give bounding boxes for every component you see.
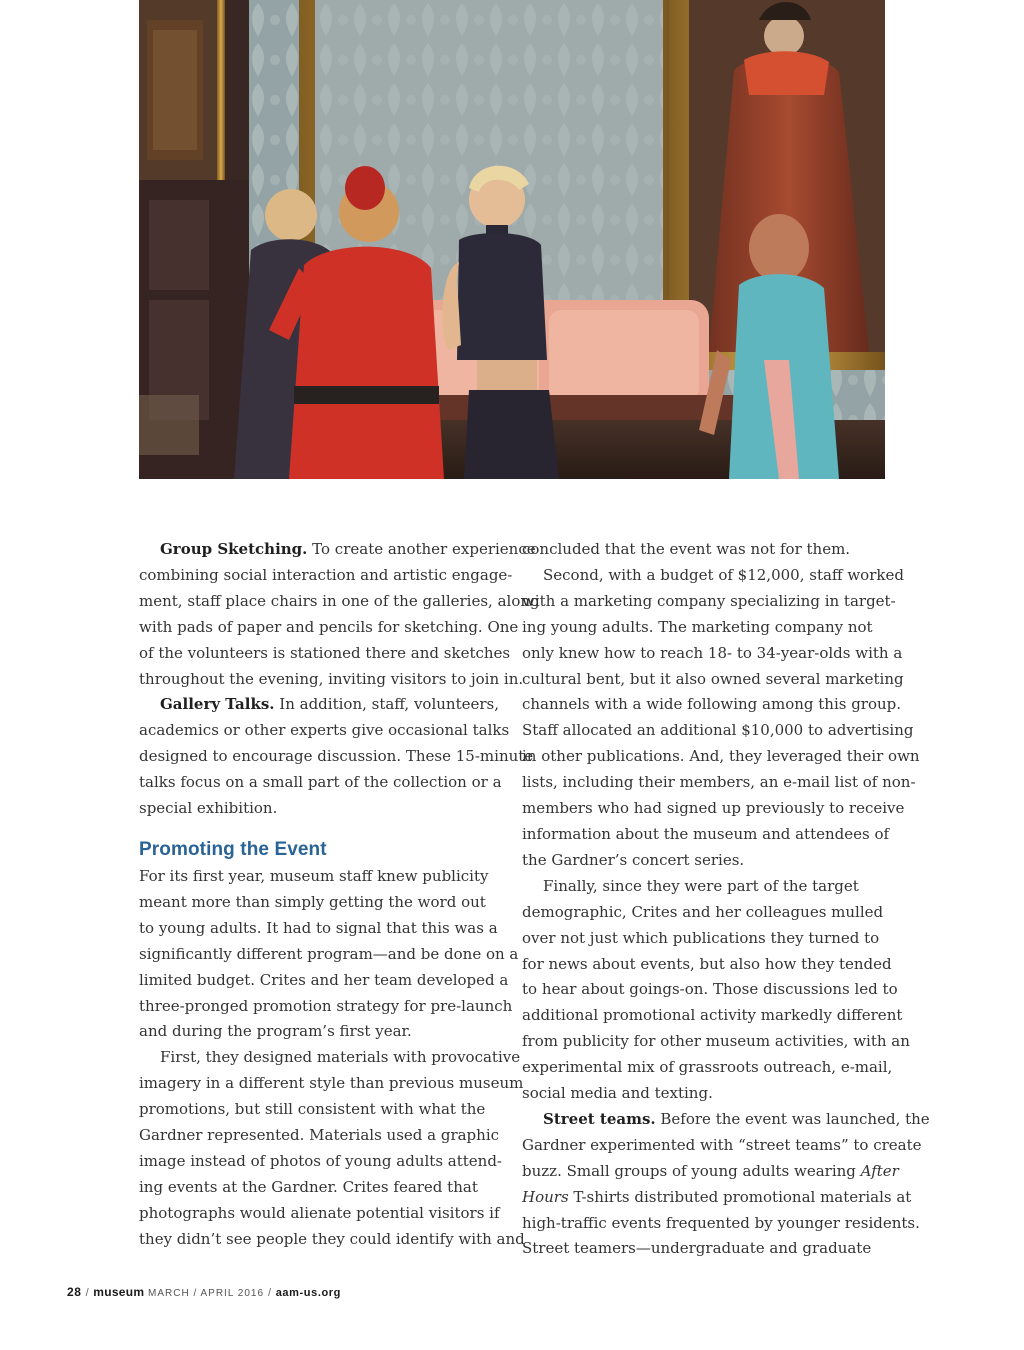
paragraph-continued <box>522 537 886 563</box>
paragraph-group-sketching <box>139 537 540 692</box>
text-line: For its first year, museum staff knew publicity <box>139 866 489 885</box>
text-line: to young adults. It had to signal that this was a <box>139 918 498 937</box>
text-line: cultural bent, but it also owned several marketing <box>522 669 904 688</box>
text-line: with pads of paper and pencils for sketching. One <box>139 617 519 636</box>
text-line: Street teamers—undergraduate and graduate <box>522 1239 872 1258</box>
text-line: only knew how to reach 18- to 34-year-olds with a <box>522 643 903 662</box>
section-heading: Promoting the Event <box>139 838 327 860</box>
issue-date: MARCH / APRIL 2016 <box>148 1288 265 1299</box>
paragraph-gallery-talks <box>139 692 534 822</box>
text-line: ing young adults. The marketing company not <box>522 617 873 636</box>
text-line: with a marketing company specializing in target- <box>522 591 896 610</box>
paragraph-second <box>522 563 920 874</box>
run-in-heading: Gallery Talks. <box>160 695 275 714</box>
text-line: members who had signed up previously to receive <box>522 799 905 818</box>
museum-gallery-photo-icon <box>139 0 885 479</box>
text-line: demographic, Crites and her colleagues mulled <box>522 902 884 921</box>
text-line: ing events at the Gardner. Crites feared that <box>139 1177 478 1196</box>
text-line: they didn’t see people they could identify with and <box>139 1229 525 1248</box>
left-column <box>139 537 540 1253</box>
text-line: Before the event was launched, the <box>655 1109 930 1128</box>
text-line <box>501 1185 912 1211</box>
italic-title: After <box>860 1161 899 1180</box>
right-column <box>522 537 930 1262</box>
text-line: promotions, but still consistent with what the <box>139 1100 486 1119</box>
footer-separator: / <box>268 1287 272 1299</box>
gallery-photo <box>139 0 885 479</box>
text-line: social media and texting. <box>522 1084 713 1103</box>
text-line: significantly different program—and be done on a <box>139 944 519 963</box>
text-line: In addition, staff, volunteers, <box>274 695 500 714</box>
page-footer <box>67 1285 341 1299</box>
text-line: Finally, since they were part of the target <box>543 876 859 895</box>
text-line: three-pronged promotion strategy for pre-launch <box>139 996 513 1015</box>
text-line: additional promotional activity markedly different <box>522 1006 903 1025</box>
text-line: First, they designed materials with provocative <box>160 1048 521 1067</box>
run-in-heading: Street teams. <box>543 1109 656 1128</box>
paragraph-street-teams <box>522 1107 930 1262</box>
text-line: Gardner represented. Materials used a graphic <box>139 1126 500 1145</box>
text-line: high-traffic events frequented by younger residents. <box>522 1213 920 1232</box>
text-line: for news about events, but also how they tended <box>522 954 892 973</box>
text-line: image instead of photos of young adults attend- <box>139 1151 503 1170</box>
paragraph-publicity <box>139 864 519 1045</box>
text-line: academics or other experts give occasional talks <box>139 721 510 740</box>
text-line: throughout the evening, inviting visitors to join in. <box>139 669 524 688</box>
run-in-heading: Group Sketching. <box>160 540 308 558</box>
text-line: from publicity for other museum activities, with an <box>522 1032 910 1051</box>
text-line: ment, staff place chairs in one of the galleries, along <box>139 591 540 610</box>
text-line: Staff allocated an additional $10,000 to advertising <box>522 721 914 740</box>
text-line: talks focus on a small part of the collection or a <box>139 773 502 792</box>
text-line: to hear about goings-on. Those discussions led to <box>522 980 898 999</box>
text-line: over not just which publications they turned to <box>522 928 880 947</box>
text-line: Gardner experimented with “street teams” to create <box>522 1135 922 1154</box>
footer-separator: / <box>85 1287 90 1299</box>
text-fragment: T-shirts distributed promotional materials at <box>568 1187 912 1206</box>
text-line: concluded that the event was not for them. <box>522 540 851 558</box>
paragraph-first <box>139 1045 525 1252</box>
text-line: Second, with a budget of $12,000, staff worked <box>543 565 904 584</box>
text-line: experimental mix of grassroots outreach, e-mail, <box>522 1058 893 1077</box>
text-line: designed to encourage discussion. These 15-minute <box>139 747 534 766</box>
text-line: of the volunteers is stationed there and sketches <box>139 643 511 662</box>
text-line: meant more than simply getting the word out <box>139 892 486 911</box>
text-line: limited budget. Crites and her team developed a <box>139 970 509 989</box>
text-line: and during the program’s first year. <box>139 1022 412 1041</box>
text-line: lists, including their members, an e-mail list of non- <box>522 773 916 792</box>
text-line: combining social interaction and artistic engage- <box>139 565 513 584</box>
text-line: information about the museum and attendees of <box>522 824 890 843</box>
text-line: channels with a wide following among this group. <box>522 695 902 714</box>
text-line: imagery in a different style than previous museum <box>139 1074 524 1093</box>
page-number: 28 <box>67 1285 82 1299</box>
website-link[interactable]: aam-us.org <box>275 1287 341 1299</box>
italic-title: Hours <box>522 1187 569 1206</box>
text-line: To create another experience <box>307 540 536 558</box>
text-line: the Gardner’s concert series. <box>522 850 745 869</box>
text-line: photographs would alienate potential visitors if <box>139 1203 500 1222</box>
text-line: in other publications. And, they leveraged their own <box>522 747 920 766</box>
text-line <box>501 1159 899 1185</box>
magazine-name: museum <box>93 1285 145 1299</box>
paragraph-finally <box>522 874 910 1107</box>
text-line: special exhibition. <box>139 799 278 818</box>
text-fragment: buzz. Small groups of young adults wearing <box>522 1161 861 1180</box>
